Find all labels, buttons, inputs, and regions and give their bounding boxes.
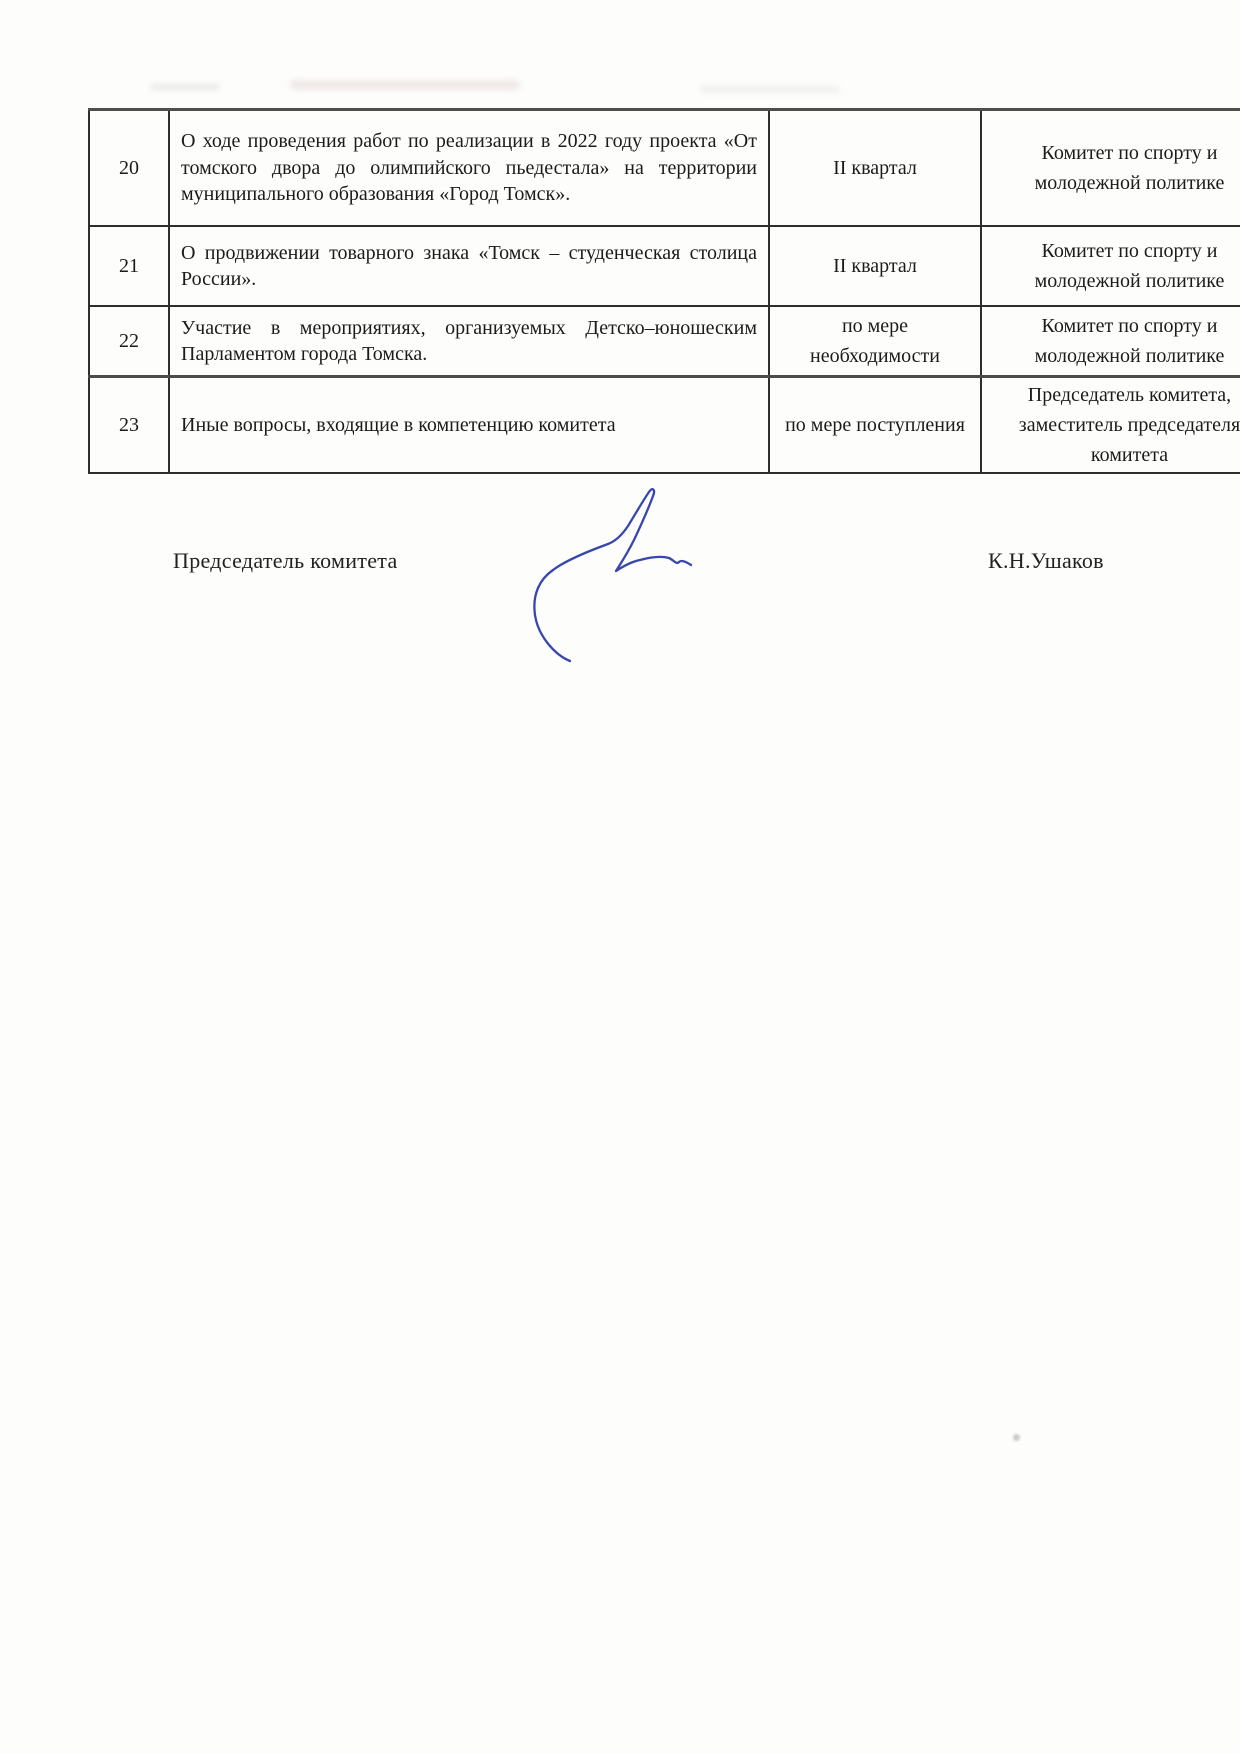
scan-smudge xyxy=(290,80,520,90)
term-cell: по мере поступления xyxy=(769,377,981,474)
signatory-name: К.Н.Ушаков xyxy=(988,548,1104,573)
handwritten-signature xyxy=(458,428,702,668)
scan-smudge xyxy=(150,84,220,90)
term-cell: по мере необходимости xyxy=(769,306,981,377)
topic-cell: О продвижении товарного знака «Томск – студенческая столица России». xyxy=(169,226,769,306)
topic-cell: Иные вопросы, входящие в компетенцию комитета xyxy=(169,377,769,474)
responsible-cell: Председатель комитета, заместитель председателя комитета xyxy=(981,377,1240,474)
signatory-title: Председатель комитета xyxy=(173,548,398,573)
responsible-cell: Комитет по спорту и молодежной политике xyxy=(981,110,1240,227)
row-number-cell: 23 xyxy=(89,377,169,474)
term-cell: II квартал xyxy=(769,110,981,227)
scan-speck xyxy=(1013,1434,1020,1441)
row-number-cell: 21 xyxy=(89,226,169,306)
topic-cell: Участие в мероприятиях, организуемых Детско–юношеским Парламентом города Томска. xyxy=(169,306,769,377)
row-number-cell: 22 xyxy=(89,306,169,377)
table-row xyxy=(89,110,1240,227)
table-row xyxy=(89,226,1240,306)
topic-cell: О ходе проведения работ по реализации в 2022 году проекта «От томского двора до олимпийского пьедестала» на территории муниципального образования «Город Томск». xyxy=(169,110,769,227)
work-plan-table xyxy=(88,108,1240,474)
row-number-cell: 20 xyxy=(89,110,169,227)
term-cell: II квартал xyxy=(769,226,981,306)
responsible-cell: Комитет по спорту и молодежной политике xyxy=(981,306,1240,377)
table-row xyxy=(89,306,1240,377)
scan-smudge xyxy=(700,86,840,93)
responsible-cell: Комитет по спорту и молодежной политике xyxy=(981,226,1240,306)
